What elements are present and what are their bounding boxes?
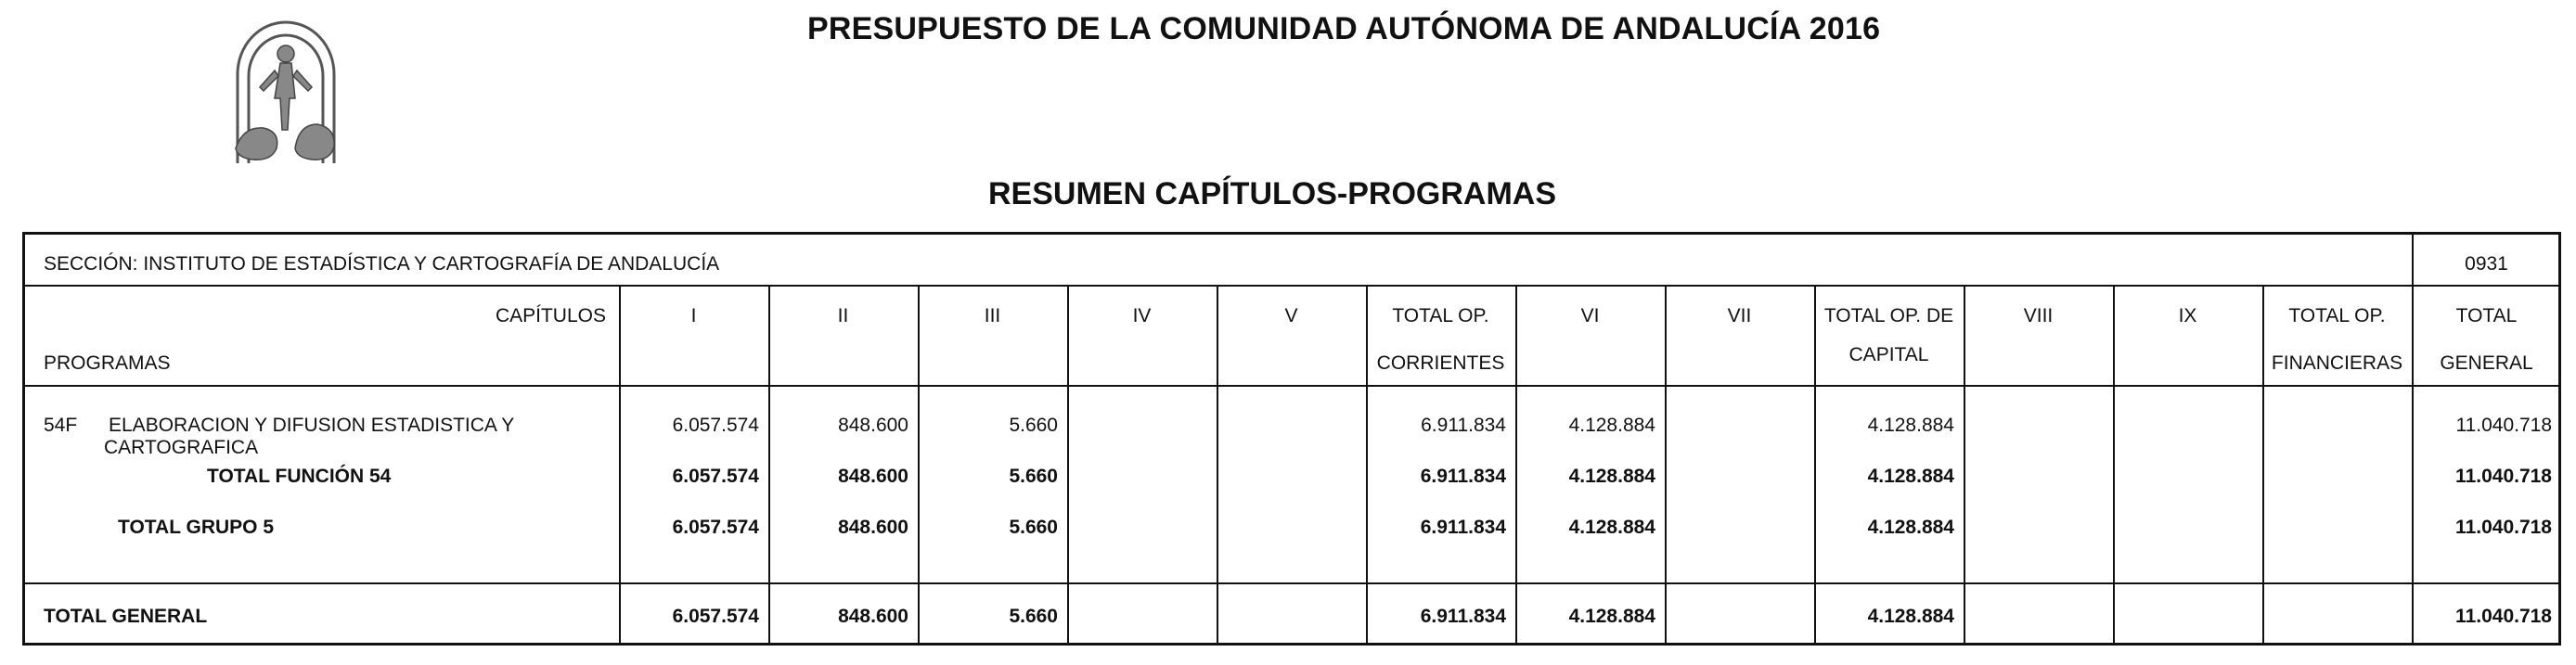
program-code: 54F bbox=[44, 415, 78, 436]
funcion-total-capital: 4.128.884 bbox=[1867, 466, 1954, 487]
section-code: 0931 bbox=[2465, 253, 2508, 275]
funcion-vi: 4.128.884 bbox=[1568, 466, 1655, 487]
col-header-vii: VII bbox=[1727, 305, 1752, 326]
general-total-general: 11.040.718 bbox=[2455, 606, 2552, 627]
col-header-total-financieras-2: FINANCIERAS bbox=[2271, 352, 2403, 374]
col-header-iv: IV bbox=[1132, 305, 1152, 326]
grupo-ii: 848.600 bbox=[838, 517, 908, 538]
funcion-total-label: TOTAL FUNCIÓN 54 bbox=[207, 466, 392, 487]
row-divider bbox=[25, 385, 2558, 387]
program-total-general: 11.040.718 bbox=[2455, 415, 2552, 436]
col-header-total-capital: TOTAL OP. DE bbox=[1823, 305, 1954, 326]
col-header-viii: VIII bbox=[2023, 305, 2054, 326]
general-vi: 4.128.884 bbox=[1568, 606, 1655, 627]
col-header-total-capital-2: CAPITAL bbox=[1848, 344, 1929, 365]
general-iii: 5.660 bbox=[1009, 606, 1058, 627]
grupo-iii: 5.660 bbox=[1009, 517, 1058, 538]
andalucia-emblem-logo bbox=[230, 9, 341, 165]
program-ii: 848.600 bbox=[838, 415, 908, 436]
col-divider bbox=[1515, 285, 1517, 643]
col-divider bbox=[2113, 285, 2115, 643]
funcion-total-corrientes: 6.911.834 bbox=[1420, 466, 1506, 487]
program-total-capital: 4.128.884 bbox=[1867, 415, 1954, 436]
grupo-total-general: 11.040.718 bbox=[2455, 517, 2552, 538]
col-divider bbox=[2412, 235, 2414, 643]
funcion-total-general: 11.040.718 bbox=[2455, 466, 2552, 487]
col-header-v: V bbox=[1284, 305, 1298, 326]
grupo-total-corrientes: 6.911.834 bbox=[1420, 517, 1506, 538]
section-label: SECCIÓN: INSTITUTO DE ESTADÍSTICA Y CARTOGRAFÍA DE ANDALUCÍA bbox=[44, 253, 720, 275]
col-header-iii: III bbox=[984, 305, 1001, 326]
general-total-corrientes: 6.911.834 bbox=[1420, 606, 1506, 627]
col-header-total-general: TOTAL bbox=[2455, 305, 2518, 326]
general-total-label: TOTAL GENERAL bbox=[44, 606, 208, 627]
grupo-total-capital: 4.128.884 bbox=[1867, 517, 1954, 538]
col-divider bbox=[1366, 285, 1368, 643]
col-header-i: I bbox=[690, 305, 697, 326]
col-divider bbox=[918, 285, 920, 643]
col-header-total-general-2: GENERAL bbox=[2440, 352, 2533, 374]
funcion-iii: 5.660 bbox=[1009, 466, 1058, 487]
program-total-corrientes: 6.911.834 bbox=[1421, 415, 1506, 436]
col-divider bbox=[1665, 285, 1667, 643]
grupo-i: 6.057.574 bbox=[672, 517, 759, 538]
col-divider bbox=[1217, 285, 1218, 643]
col-header-ii: II bbox=[837, 305, 849, 326]
budget-summary-table bbox=[22, 232, 2561, 646]
general-total-capital: 4.128.884 bbox=[1867, 606, 1954, 627]
col-divider bbox=[1814, 285, 1816, 643]
programas-label: PROGRAMAS bbox=[44, 352, 171, 374]
program-name-cont: CARTOGRAFICA bbox=[104, 437, 259, 458]
row-divider bbox=[25, 582, 2558, 584]
grupo-total-label: TOTAL GRUPO 5 bbox=[118, 517, 275, 538]
general-ii: 848.600 bbox=[838, 606, 908, 627]
page-title: PRESUPUESTO DE LA COMUNIDAD AUTÓNOMA DE ANDALUCÍA 2016 bbox=[807, 11, 1881, 46]
program-i: 6.057.574 bbox=[672, 415, 759, 436]
col-header-total-corrientes: TOTAL OP. bbox=[1392, 305, 1489, 326]
funcion-ii: 848.600 bbox=[838, 466, 908, 487]
col-divider bbox=[619, 285, 621, 643]
col-header-vi: VI bbox=[1580, 305, 1600, 326]
col-divider bbox=[768, 285, 770, 643]
grupo-vi: 4.128.884 bbox=[1568, 517, 1655, 538]
col-divider bbox=[2262, 285, 2264, 643]
col-header-total-financieras: TOTAL OP. bbox=[2288, 305, 2386, 326]
col-divider bbox=[1964, 285, 1965, 643]
page-subtitle: RESUMEN CAPÍTULOS-PROGRAMAS bbox=[987, 176, 1557, 211]
col-header-ix: IX bbox=[2178, 305, 2197, 326]
general-i: 6.057.574 bbox=[672, 606, 759, 627]
program-name: ELABORACION Y DIFUSION ESTADISTICA Y bbox=[109, 415, 515, 436]
col-header-total-corrientes-2: CORRIENTES bbox=[1376, 352, 1505, 374]
row-divider bbox=[25, 285, 2558, 287]
capitulos-label: CAPÍTULOS bbox=[495, 305, 606, 326]
funcion-i: 6.057.574 bbox=[672, 466, 759, 487]
col-divider bbox=[1067, 285, 1069, 643]
program-vi: 4.128.884 bbox=[1568, 415, 1655, 436]
program-iii: 5.660 bbox=[1009, 415, 1058, 436]
